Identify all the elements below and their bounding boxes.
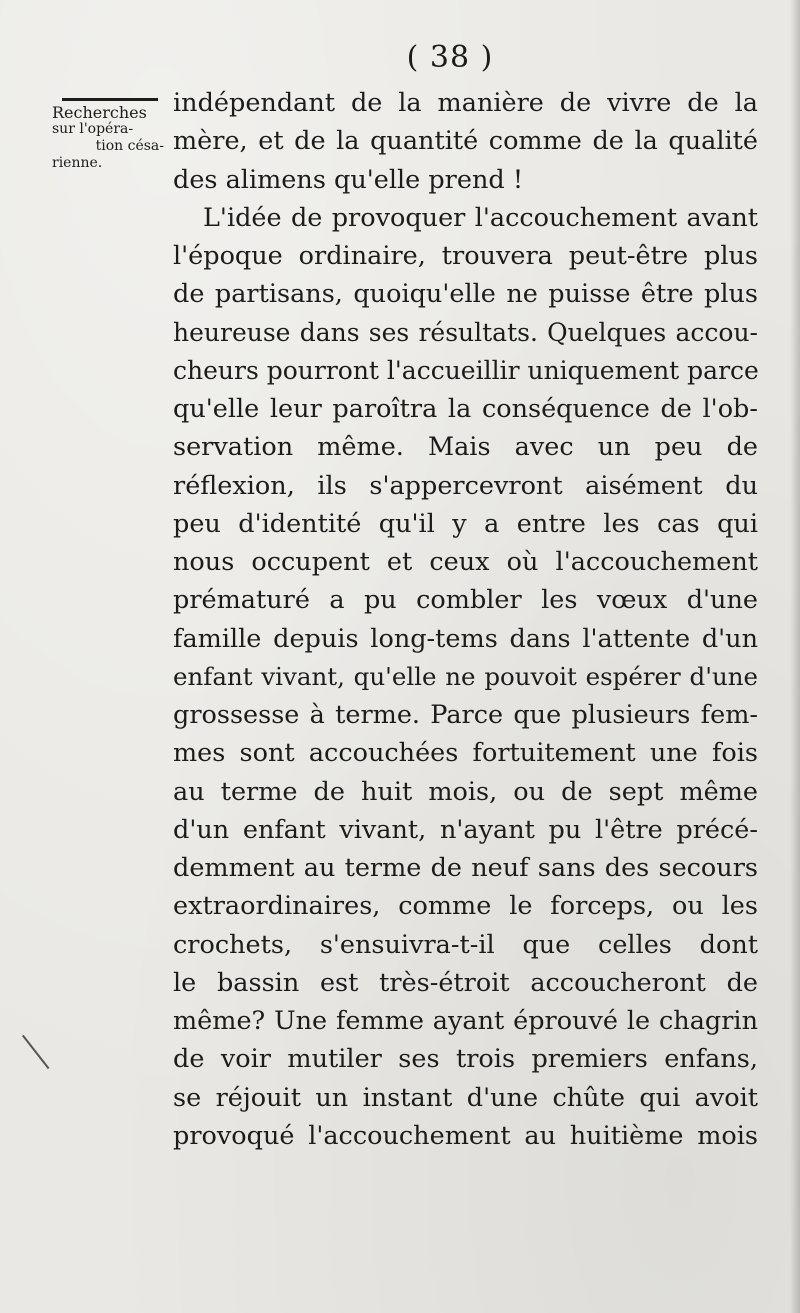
text-line: se réjouit un instant d'une chûte qui avoit — [173, 1082, 758, 1113]
margin-note-line: tion césa- — [95, 138, 164, 154]
margin-rule — [62, 98, 158, 101]
text-line: extraordinaires, comme le forceps, ou les — [173, 891, 758, 922]
text-line: provoqué l'accouchement au huitième mois — [173, 1120, 758, 1151]
text-line: famille depuis long-tems dans l'attente d'un — [173, 623, 758, 654]
page-number: ( 38 ) — [406, 40, 494, 75]
text-line: nous occupent et ceux où l'accouchement — [173, 547, 758, 577]
text-line: cheurs pourront l'accueillir uniquement parce — [173, 355, 759, 385]
text-line: prématuré a pu combler les vœux d'une — [173, 585, 758, 616]
text-line: heureuse dans ses résultats. Quelques accou- — [173, 317, 758, 347]
text-line: des alimens qu'elle prend ! — [173, 164, 524, 195]
body-text — [173, 84, 758, 1155]
text-line: crochets, s'ensuivra-t-il que celles dont — [173, 929, 758, 960]
text-line: de partisans, quoiqu'elle ne puisse être plus — [173, 279, 758, 310]
text-line: mes sont accouchées fortuitement une fois — [173, 738, 758, 769]
text-line: enfant vivant, qu'elle ne pouvoit espérer d'une — [173, 661, 758, 691]
text-line: au terme de huit mois, ou de sept même — [173, 776, 758, 807]
text-line: réflexion, ils s'appercevront aisément du — [173, 470, 758, 501]
text-line: l'époque ordinaire, trouvera peut-être plus — [173, 241, 758, 271]
text-line: de voir mutiler ses trois premiers enfans, — [173, 1044, 758, 1075]
text-line: servation même. Mais avec un peu de — [173, 432, 758, 463]
text-line: grossesse à terme. Parce que plusieurs fem- — [173, 700, 758, 730]
page-edge-shadow — [790, 0, 800, 1313]
text-line: d'un enfant vivant, n'ayant pu l'être précé- — [173, 814, 758, 845]
text-line: même? Une femme ayant éprouvé le chagrin — [173, 1006, 758, 1036]
text-line: demment au terme de neuf sans des secours — [173, 853, 758, 883]
text-line: qu'elle leur paroîtra la conséquence de l'ob- — [173, 394, 758, 424]
margin-note — [52, 104, 170, 172]
text-line: L'idée de provoquer l'accouchement avant — [203, 202, 758, 233]
margin-note-line: sur l'opéra- — [52, 121, 134, 137]
margin-note-line: Recherches — [52, 103, 147, 122]
text-line: le bassin est très-étroit accoucheront de — [173, 967, 758, 998]
margin-note-line: rienne. — [52, 155, 103, 171]
text-line: mère, et de la quantité comme de la qualité — [173, 126, 758, 157]
text-line: indépendant de la manière de vivre de la — [173, 88, 758, 118]
text-line: peu d'identité qu'il y a entre les cas qui — [173, 508, 758, 539]
ink-scratch-mark — [22, 1035, 49, 1069]
